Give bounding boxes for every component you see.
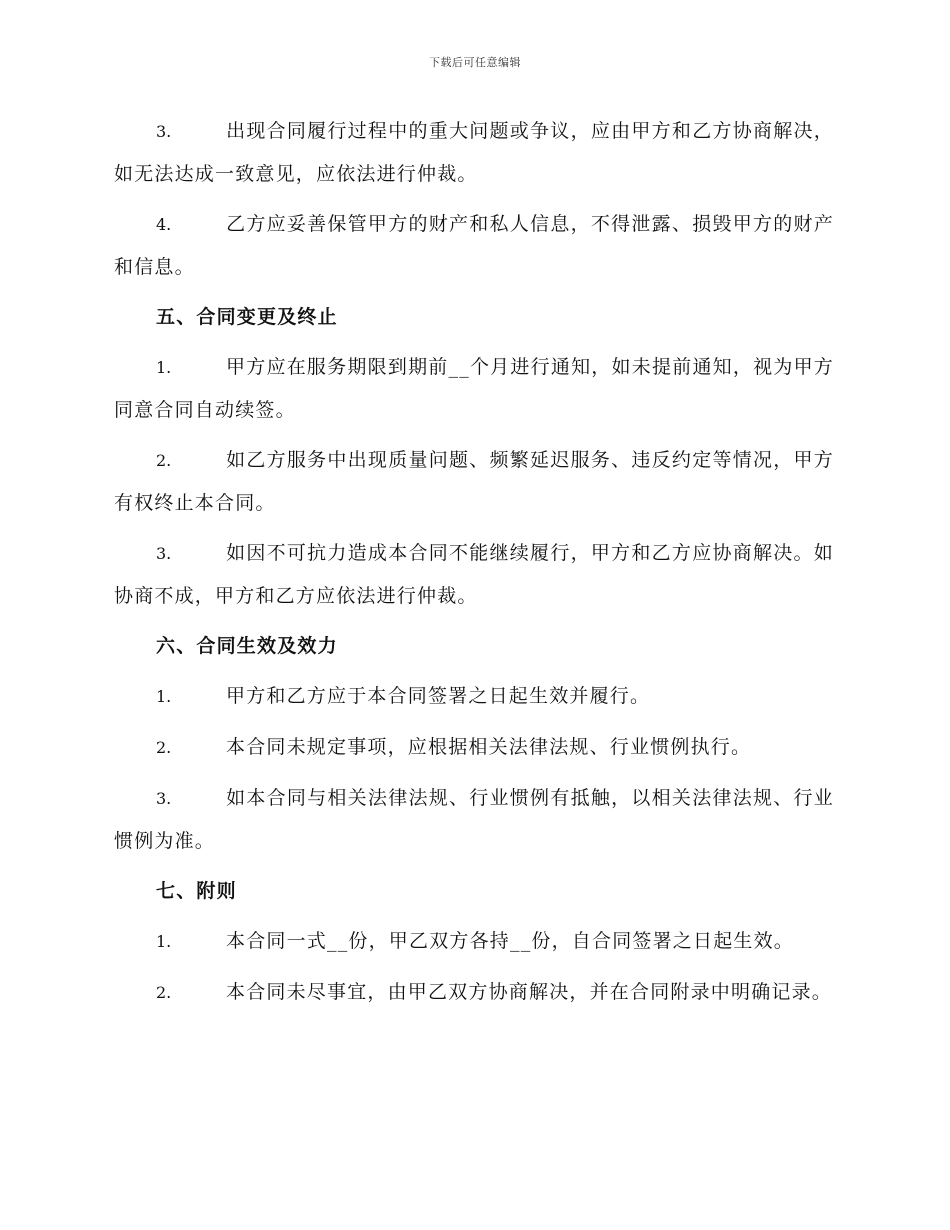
clause-4-4 [114, 203, 834, 288]
section-heading-6: 六、合同生效及效力 [156, 635, 338, 657]
clause-5-2 [114, 439, 834, 524]
clause-text: 如因不可抗力造成本合同不能继续履行，甲方和乙方应协商解决。如协商不成，甲方和乙方应依法进行仲裁。 [114, 542, 834, 607]
document-body [114, 110, 834, 1022]
clause-number: 3. [156, 544, 172, 563]
clause-text: 本合同一式__份，甲乙双方各持__份，自合同签署之日起生效。 [226, 930, 795, 952]
clause-text: 本合同未规定事项，应根据相关法律法规、行业惯例执行。 [226, 736, 752, 758]
clause-text: 本合同未尽事宜，由甲乙双方协商解决，并在合同附录中明确记录。 [226, 981, 833, 1003]
clause-number: 3. [156, 789, 172, 808]
clause-6-1 [114, 675, 834, 718]
clause-text: 如本合同与相关法律法规、行业惯例有抵触，以相关法律法规、行业惯例为准。 [114, 787, 834, 852]
clause-text: 甲方应在服务期限到期前__个月进行通知，如未提前通知，视为甲方同意合同自动续签。 [114, 356, 834, 421]
clause-text: 甲方和乙方应于本合同签署之日起生效并履行。 [226, 685, 651, 707]
clause-number: 1. [156, 687, 172, 706]
clause-number: 2. [156, 983, 172, 1002]
clause-text: 如乙方服务中出现质量问题、频繁延迟服务、违反约定等情况，甲方有权终止本合同。 [114, 449, 834, 514]
clause-number: 3. [156, 122, 172, 141]
clause-6-3 [114, 777, 834, 862]
clause-5-1 [114, 346, 834, 431]
clause-number: 1. [156, 932, 172, 951]
clause-number: 2. [156, 738, 172, 757]
section-heading-5: 五、合同变更及终止 [156, 306, 338, 328]
clause-4-3 [114, 110, 834, 195]
clause-number: 2. [156, 451, 172, 470]
section-heading-7: 七、附则 [156, 880, 237, 902]
page-header: 下载后可任意编辑 [429, 56, 521, 69]
clause-7-1 [114, 920, 834, 963]
clause-text: 出现合同履行过程中的重大问题或争议，应由甲方和乙方协商解决，如无法达成一致意见，应依法进行仲裁。 [114, 120, 834, 185]
clause-text: 乙方应妥善保管甲方的财产和私人信息，不得泄露、损毁甲方的财产和信息。 [114, 213, 834, 278]
clause-5-3 [114, 532, 834, 617]
clause-number: 4. [156, 215, 172, 234]
clause-7-2 [114, 971, 834, 1014]
clause-6-2 [114, 726, 834, 769]
clause-number: 1. [156, 358, 172, 377]
